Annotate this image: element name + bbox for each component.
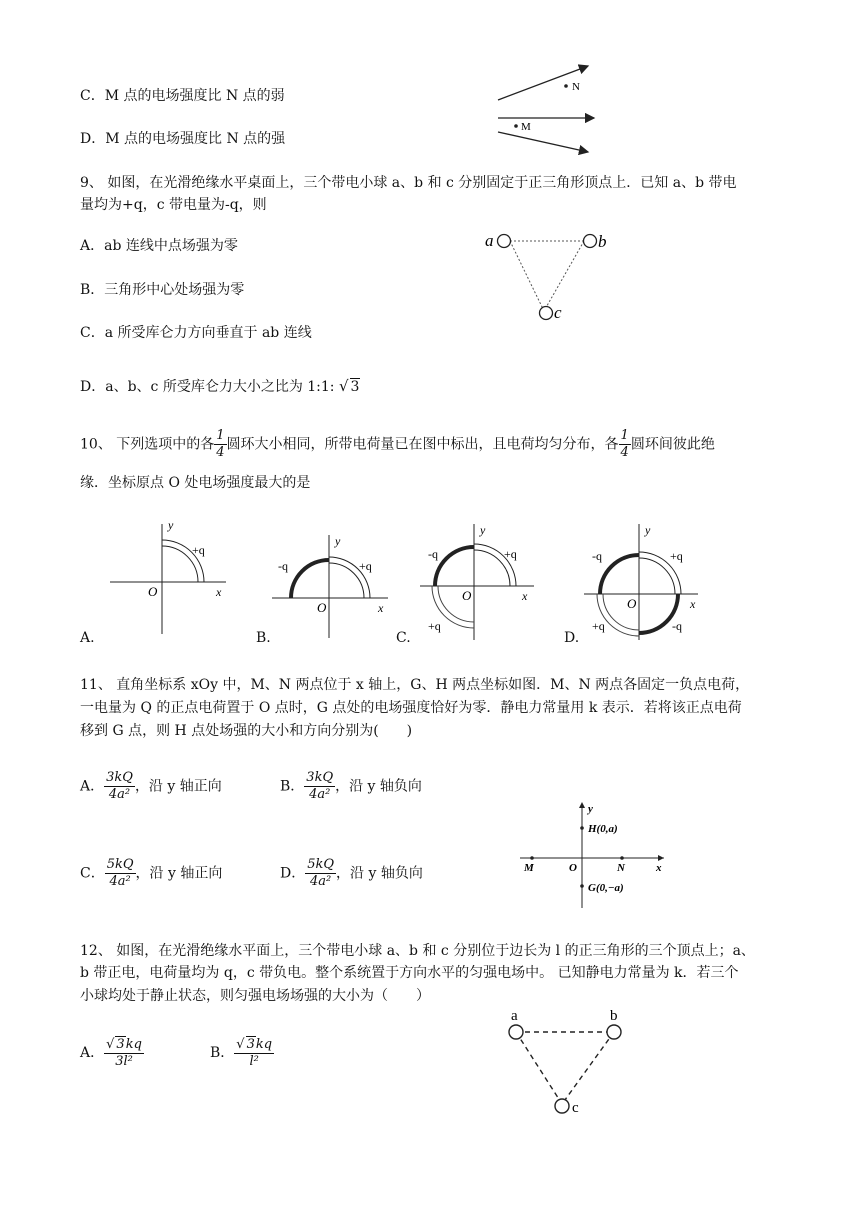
axis-y: y (335, 534, 341, 548)
charge-minus: -q (592, 549, 602, 563)
fraction-numerator: 1 (620, 428, 629, 443)
fraction-numerator: 3kQ (306, 770, 334, 785)
fraction-denominator: 4a² (310, 874, 332, 889)
option-label: B． (280, 778, 305, 795)
q9-option-d: D．a、b、c 所受库仑力大小之比为 1:1: √ 3 (80, 377, 360, 395)
fraction-denominator: 4a² (109, 874, 131, 889)
fraction-denominator: 4 (620, 445, 629, 460)
option-label: A． (80, 1045, 105, 1061)
q12-option-b-fraction (234, 1036, 274, 1070)
q9-option-d-text: D．a、b、c 所受库仑力大小之比为 1:1: (80, 379, 335, 395)
q10-fraction-2 (619, 428, 631, 461)
q9-label-c: c (554, 303, 562, 322)
q11-stem-line2: 一电量为 Q 的正点电荷置于 O 点时，G 点处的电场强度恰好为零．静电力常量用 k 表示．若将该正点电荷 (80, 700, 742, 716)
fraction-numerator: √ 3kq (106, 1037, 142, 1052)
q11-option-a-fraction (104, 770, 135, 803)
q10-figure-a (108, 516, 238, 636)
q9-option-b: B．三角形中心处场强为零 (80, 282, 245, 298)
charge-plus-lower: +q (428, 619, 441, 633)
q10-option-c[interactable]: C. (396, 630, 411, 646)
option-text: ，沿 y 轴正向 (135, 865, 223, 882)
q11-stem-line3: 移到 G 点，则 H 点处场强的大小和方向分别为( ) (80, 723, 413, 739)
axis-y: y (480, 523, 486, 537)
origin-o: O (627, 596, 637, 611)
fraction-numerator: 5kQ (106, 857, 134, 872)
q12-stem-line2: b 带正电，电荷量均为 q，c 带负电。整个系统置于方向水平的匀强电场中。 已知静电力常量为 k．若三个 (80, 965, 739, 981)
axis-x: x (656, 862, 662, 874)
q10-option-a[interactable]: A. (80, 630, 95, 646)
q10-figure-c (418, 518, 548, 642)
axis-y: y (645, 523, 651, 537)
q9-option-d-sqrt: 3 (350, 379, 360, 395)
q10-stem-line1 (80, 428, 715, 461)
q11-option-d-fraction (305, 857, 336, 890)
charge-plus: +q (670, 549, 683, 563)
q12-label-c: c (572, 1100, 579, 1116)
numerator-rest: kq (255, 1037, 273, 1052)
option-text: ，沿 y 轴负向 (335, 778, 422, 795)
origin-o: O (569, 862, 577, 874)
q9-stem-line2: 量均为+q，c 带电量为-q，则 (80, 197, 267, 213)
q12-option-b[interactable] (210, 1036, 274, 1070)
axis-y: y (168, 518, 174, 532)
option-label: D． (280, 865, 306, 882)
q11-option-a[interactable] (80, 770, 222, 803)
q12-label-a: a (511, 1008, 518, 1024)
q10-figure-d (582, 518, 712, 642)
axis-x: x (690, 597, 696, 611)
q9-option-a: A．ab 连线中点场强为零 (80, 238, 238, 254)
option-label: C． (80, 865, 105, 882)
charge-plus: +q (359, 559, 372, 573)
charge-minus: -q (278, 559, 288, 573)
fraction-denominator: l² (249, 1054, 259, 1069)
q10-stem-pre: 10、 下列选项中的各 (80, 436, 215, 453)
fraction-numerator: 3kQ (106, 770, 133, 785)
fraction-numerator: √ 3kq (236, 1037, 273, 1052)
q8-label-m: M (521, 121, 531, 133)
q11-option-d[interactable] (280, 857, 423, 890)
q8-label-n: N (572, 81, 580, 93)
axis-y: y (588, 803, 593, 815)
q11-option-b[interactable] (280, 770, 422, 803)
q11-option-c[interactable] (80, 857, 222, 890)
q8-option-c: C．M 点的电场强度比 N 点的弱 (80, 88, 285, 104)
axis-x: x (216, 585, 222, 599)
option-label: B． (210, 1045, 235, 1061)
q10-option-b[interactable]: B. (256, 630, 271, 646)
origin-o: O (317, 600, 327, 615)
q10-stem-line2: 缘．坐标原点 O 处电场强度最大的是 (80, 475, 311, 491)
q10-stem-mid: 圆环大小相同，所带电荷量已在图中标出，且电荷均匀分布，各 (226, 436, 619, 453)
point-h: H(0,a) (588, 823, 618, 835)
q11-option-b-fraction (304, 770, 335, 803)
q10-option-d[interactable]: D. (564, 630, 580, 646)
fraction-denominator: 4a² (108, 787, 131, 802)
charge-plus: +q (504, 547, 517, 561)
charge-plus: +q (192, 543, 205, 557)
fraction-numerator: 5kQ (307, 857, 335, 872)
q8-field-lines-diagram (490, 60, 610, 160)
q12-stem-line3: 小球均处于静止状态，则匀强电场场强的大小为（ ） (80, 988, 430, 1004)
point-g: G(0,−a) (588, 882, 624, 894)
numerator-rest: kq (125, 1037, 142, 1052)
axis-x: x (378, 601, 384, 615)
option-label: A． (80, 778, 105, 795)
fraction-denominator: 4a² (309, 787, 331, 802)
sqrt-radicand: 3 (116, 1037, 125, 1052)
q9-label-a: a (485, 231, 494, 250)
q8-option-d: D．M 点的电场强度比 N 点的强 (80, 131, 286, 147)
fraction-denominator: 3l² (115, 1054, 133, 1069)
charge-minus-lower: -q (672, 619, 682, 633)
q12-option-a[interactable] (80, 1036, 144, 1070)
point-m: M (524, 862, 534, 874)
q9-triangle-diagram (480, 228, 620, 328)
q12-stem-line1: 12、 如图，在光滑绝缘水平面上，三个带电小球 a、b 和 c 分别位于边长为 l 的正三角形的三个顶点上；a、 (80, 943, 755, 959)
charge-minus: -q (428, 547, 438, 561)
option-text: ，沿 y 轴负向 (336, 865, 423, 882)
q9-stem-line1: 9、 如图，在光滑绝缘水平桌面上，三个带电小球 a、b 和 c 分别固定于正三角形顶点上．已知 a、b 带电 (80, 175, 737, 191)
origin-o: O (148, 584, 158, 599)
q10-stem-post: 圆环间彼此绝 (630, 436, 715, 453)
axis-x: x (522, 589, 528, 603)
charge-plus-lower: +q (592, 619, 605, 633)
point-n: N (617, 862, 625, 874)
q9-label-b: b (598, 232, 607, 251)
origin-o: O (462, 588, 472, 603)
fraction-numerator: 1 (216, 428, 225, 443)
fraction-denominator: 4 (216, 445, 225, 460)
q11-option-c-fraction (105, 857, 136, 890)
q12-option-a-fraction (104, 1036, 144, 1070)
sqrt-radicand: 3 (246, 1037, 255, 1052)
q11-stem-line1: 11、 直角坐标系 xOy 中，M、N 两点位于 x 轴上，G、H 两点坐标如图．M、N 两点各固定一负点电荷， (80, 677, 750, 693)
q12-label-b: b (610, 1008, 618, 1024)
q10-fraction-1 (214, 428, 226, 461)
q10-figure-b (270, 530, 400, 640)
option-text: ，沿 y 轴正向 (134, 778, 222, 795)
q12-triangle-diagram (496, 1006, 636, 1122)
q9-option-c: C．a 所受库仑力方向垂直于 ab 连线 (80, 325, 312, 341)
q11-coordinate-diagram (518, 798, 678, 910)
